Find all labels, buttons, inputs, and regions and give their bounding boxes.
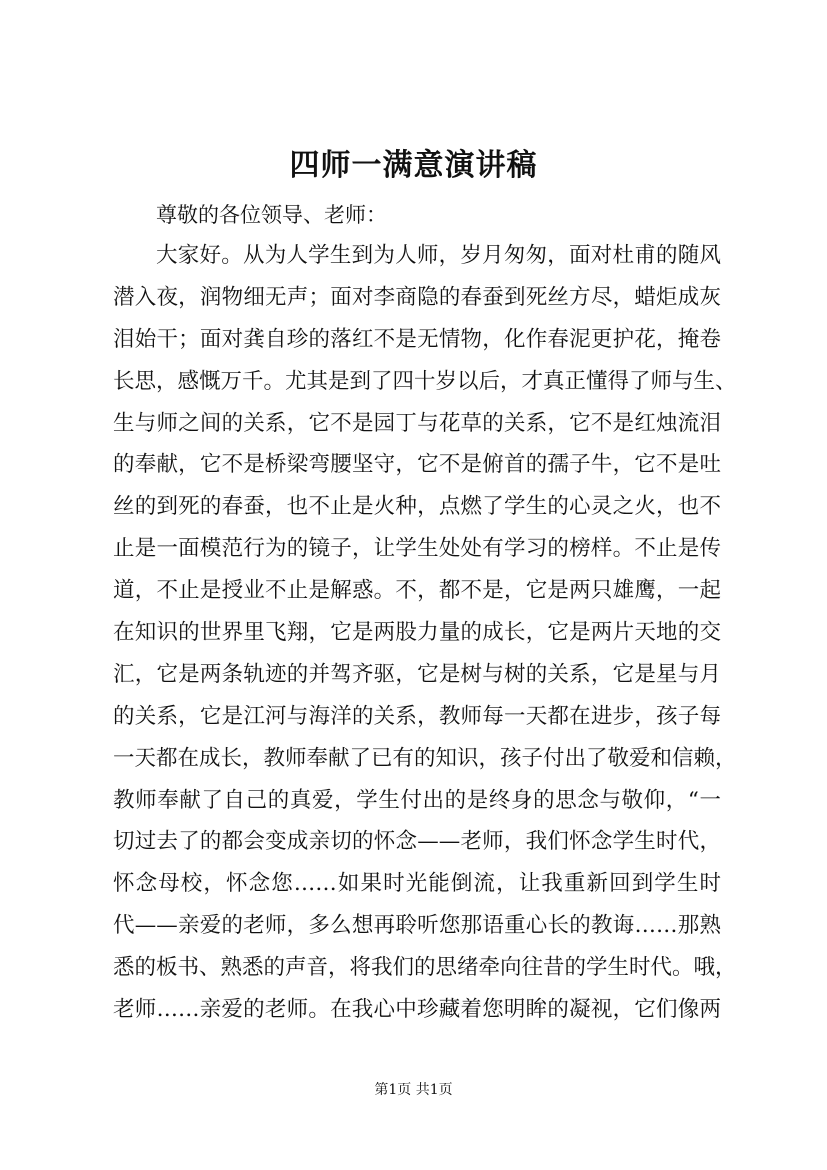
text-line: 潜入夜，润物细无声；面对李商隐的春蚕到死丝方尽，蜡炬成灰 xyxy=(113,284,721,310)
text-line: 汇，它是两条轨迹的并驾齐驱，它是树与树的关系，它是星与月 xyxy=(113,661,721,687)
body-text xyxy=(113,242,737,1038)
text-line: 长思，感慨万千。尤其是到了四十岁以后，才真正懂得了师与生、 xyxy=(113,368,737,394)
text-line: 道，不止是授业不止是解惑。不，都不是，它是两只雄鹰，一起 xyxy=(113,578,721,604)
text-line: 的关系，它是江河与海洋的关系，教师每一天都在进步，孩子每 xyxy=(113,703,721,729)
text-line: 怀念母校，怀念您……如果时光能倒流，让我重新回到学生时 xyxy=(113,871,721,897)
text-line: 在知识的世界里飞翔，它是两股力量的成长，它是两片天地的交 xyxy=(113,620,721,646)
text-line: 生与师之间的关系，它不是园丁与花草的关系，它不是红烛流泪 xyxy=(113,410,721,436)
text-line: 悉的板书、熟悉的声音，将我们的思绪牵向往昔的学生时代。哦， xyxy=(113,955,737,981)
text-line: 丝的到死的春蚕，也不止是火种，点燃了学生的心灵之火，也不 xyxy=(113,494,721,520)
salutation: 尊敬的各位领导、老师： xyxy=(156,203,387,227)
text-line: 老师……亲爱的老师。在我心中珍藏着您明眸的凝视，它们像两 xyxy=(113,997,721,1023)
text-line: 代——亲爱的老师，多么想再聆听您那语重心长的教诲……那熟 xyxy=(113,913,721,939)
text-line: 止是一面模范行为的镜子，让学生处处有学习的榜样。不止是传 xyxy=(113,536,721,562)
page-number: 第1页 共1页 xyxy=(374,1082,453,1098)
text-line: 的奉献，它不是桥梁弯腰坚守，它不是俯首的孺子牛，它不是吐 xyxy=(113,452,721,478)
text-line: 大家好。从为人学生到为人师，岁月匆匆，面对杜甫的随风 xyxy=(156,243,721,268)
page-title: 四师一满意演讲稿 xyxy=(289,148,538,183)
text-line: 泪始干；面对龚自珍的落红不是无情物，化作春泥更护花，掩卷 xyxy=(113,326,721,352)
text-line: 切过去了的都会变成亲切的怀念——老师，我们怀念学生时代， xyxy=(113,829,721,855)
text-line: 一天都在成长，教师奉献了已有的知识，孩子付出了敬爱和信赖， xyxy=(113,745,737,771)
text-line: 教师奉献了自己的真爱，学生付出的是终身的思念与敬仰，“一 xyxy=(113,787,721,813)
